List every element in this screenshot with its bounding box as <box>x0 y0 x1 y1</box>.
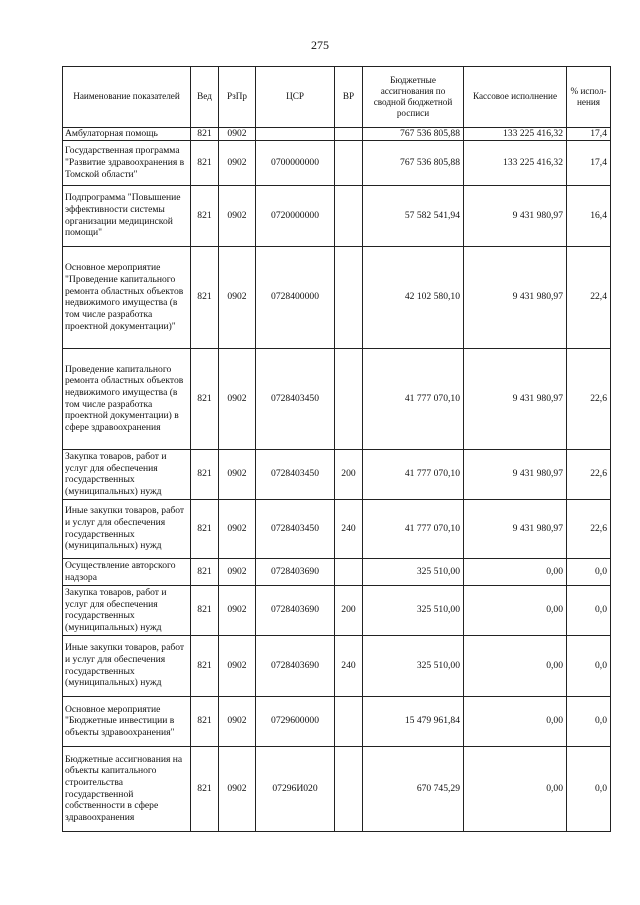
row-ved: 821 <box>191 585 219 635</box>
table-row <box>63 348 611 449</box>
row-ved: 821 <box>191 635 219 696</box>
row-rzpr: 0902 <box>219 499 256 558</box>
row-pct: 0,0 <box>567 746 611 831</box>
row-name: Закупка товаров, работ и услуг для обеспечения государственных (муниципальных) нужд <box>63 449 191 499</box>
header-name: Наименование показателей <box>63 67 191 128</box>
row-ved: 821 <box>191 449 219 499</box>
row-cash: 0,00 <box>464 635 567 696</box>
row-ved: 821 <box>191 746 219 831</box>
row-csr: 0728403690 <box>256 558 335 585</box>
row-cash: 0,00 <box>464 558 567 585</box>
table-header-row <box>63 67 611 128</box>
row-budget: 57 582 541,94 <box>363 185 464 246</box>
table-row <box>63 128 611 141</box>
row-ved: 821 <box>191 185 219 246</box>
row-pct: 16,4 <box>567 185 611 246</box>
row-ved: 821 <box>191 696 219 746</box>
row-name: Государственная программа "Развитие здравоохранения в Томской области" <box>63 140 191 185</box>
row-vr <box>335 696 363 746</box>
header-budget: Бюджетные ассигнования по сводной бюджетной росписи <box>363 67 464 128</box>
row-budget: 41 777 070,10 <box>363 348 464 449</box>
row-ved: 821 <box>191 348 219 449</box>
row-vr: 200 <box>335 449 363 499</box>
header-ved: Вед <box>191 67 219 128</box>
row-csr <box>256 128 335 141</box>
row-name: Основное мероприятие "Проведение капитального ремонта областных объектов недвижимого имущества (в том числе разработка проектной документации)" <box>63 246 191 348</box>
row-name: Иные закупки товаров, работ и услуг для обеспечения государственных (муниципальных) нужд <box>63 635 191 696</box>
row-name: Закупка товаров, работ и услуг для обеспечения государственных (муниципальных) нужд <box>63 585 191 635</box>
row-pct: 22,4 <box>567 246 611 348</box>
row-budget: 767 536 805,88 <box>363 128 464 141</box>
row-budget: 41 777 070,10 <box>363 449 464 499</box>
table-row <box>63 746 611 831</box>
row-csr: 07296И020 <box>256 746 335 831</box>
row-pct: 22,6 <box>567 499 611 558</box>
row-cash: 133 225 416,32 <box>464 128 567 141</box>
row-rzpr: 0902 <box>219 348 256 449</box>
row-rzpr: 0902 <box>219 449 256 499</box>
row-budget: 41 777 070,10 <box>363 499 464 558</box>
row-rzpr: 0902 <box>219 558 256 585</box>
row-cash: 9 431 980,97 <box>464 348 567 449</box>
table-row <box>63 585 611 635</box>
table-row <box>63 558 611 585</box>
row-cash: 9 431 980,97 <box>464 246 567 348</box>
header-cash: Кассовое исполнение <box>464 67 567 128</box>
row-pct: 0,0 <box>567 696 611 746</box>
header-rzpr: РзПр <box>219 67 256 128</box>
row-name: Проведение капитального ремонта областных объектов недвижимого имущества (в том числе разработка проектной документации) в сфере здравоохранения <box>63 348 191 449</box>
row-rzpr: 0902 <box>219 635 256 696</box>
row-name: Основное мероприятие "Бюджетные инвестиции в объекты здравоохранения" <box>63 696 191 746</box>
row-vr: 240 <box>335 635 363 696</box>
row-name: Амбулаторная помощь <box>63 128 191 141</box>
row-csr: 0728403450 <box>256 499 335 558</box>
row-budget: 670 745,29 <box>363 746 464 831</box>
row-ved: 821 <box>191 246 219 348</box>
row-vr <box>335 558 363 585</box>
row-name: Осуществление авторского надзора <box>63 558 191 585</box>
row-cash: 9 431 980,97 <box>464 499 567 558</box>
table-row <box>63 246 611 348</box>
row-budget: 767 536 805,88 <box>363 140 464 185</box>
header-csr: ЦСР <box>256 67 335 128</box>
table-row <box>63 185 611 246</box>
row-vr <box>335 746 363 831</box>
table-row <box>63 696 611 746</box>
row-budget: 325 510,00 <box>363 585 464 635</box>
row-vr <box>335 246 363 348</box>
row-rzpr: 0902 <box>219 246 256 348</box>
page-number: 275 <box>311 38 329 52</box>
row-budget: 42 102 580,10 <box>363 246 464 348</box>
row-pct: 0,0 <box>567 635 611 696</box>
row-cash: 0,00 <box>464 585 567 635</box>
row-csr: 0728403690 <box>256 635 335 696</box>
row-cash: 9 431 980,97 <box>464 449 567 499</box>
row-csr: 0700000000 <box>256 140 335 185</box>
row-cash: 9 431 980,97 <box>464 185 567 246</box>
row-ved: 821 <box>191 140 219 185</box>
row-ved: 821 <box>191 558 219 585</box>
row-ved: 821 <box>191 128 219 141</box>
table-row <box>63 635 611 696</box>
row-pct: 22,6 <box>567 348 611 449</box>
row-vr <box>335 128 363 141</box>
row-vr <box>335 140 363 185</box>
row-pct: 22,6 <box>567 449 611 499</box>
table-row <box>63 140 611 185</box>
row-vr <box>335 185 363 246</box>
row-budget: 325 510,00 <box>363 558 464 585</box>
header-vr: ВР <box>335 67 363 128</box>
row-pct: 17,4 <box>567 128 611 141</box>
row-csr: 0728403450 <box>256 348 335 449</box>
row-vr: 200 <box>335 585 363 635</box>
row-ved: 821 <box>191 499 219 558</box>
row-rzpr: 0902 <box>219 185 256 246</box>
table-body <box>63 128 611 832</box>
table-row <box>63 499 611 558</box>
row-budget: 15 479 961,84 <box>363 696 464 746</box>
row-budget: 325 510,00 <box>363 635 464 696</box>
row-name: Бюджетные ассигнования на объекты капитального строительства государственной собственности в сфере здравоохранения <box>63 746 191 831</box>
row-name: Подпрограмма "Повышение эффективности системы организации медицинской помощи" <box>63 185 191 246</box>
row-rzpr: 0902 <box>219 128 256 141</box>
row-vr <box>335 348 363 449</box>
row-csr: 0728400000 <box>256 246 335 348</box>
budget-table <box>62 66 611 832</box>
row-cash: 0,00 <box>464 696 567 746</box>
row-rzpr: 0902 <box>219 140 256 185</box>
row-pct: 17,4 <box>567 140 611 185</box>
row-csr: 0720000000 <box>256 185 335 246</box>
row-name: Иные закупки товаров, работ и услуг для обеспечения государственных (муниципальных) нужд <box>63 499 191 558</box>
row-csr: 0728403690 <box>256 585 335 635</box>
row-cash: 133 225 416,32 <box>464 140 567 185</box>
row-vr: 240 <box>335 499 363 558</box>
table-row <box>63 449 611 499</box>
row-rzpr: 0902 <box>219 585 256 635</box>
row-cash: 0,00 <box>464 746 567 831</box>
row-rzpr: 0902 <box>219 746 256 831</box>
row-csr: 0729600000 <box>256 696 335 746</box>
row-pct: 0,0 <box>567 585 611 635</box>
row-pct: 0,0 <box>567 558 611 585</box>
row-csr: 0728403450 <box>256 449 335 499</box>
header-pct: % испол-нения <box>567 67 611 128</box>
row-rzpr: 0902 <box>219 696 256 746</box>
